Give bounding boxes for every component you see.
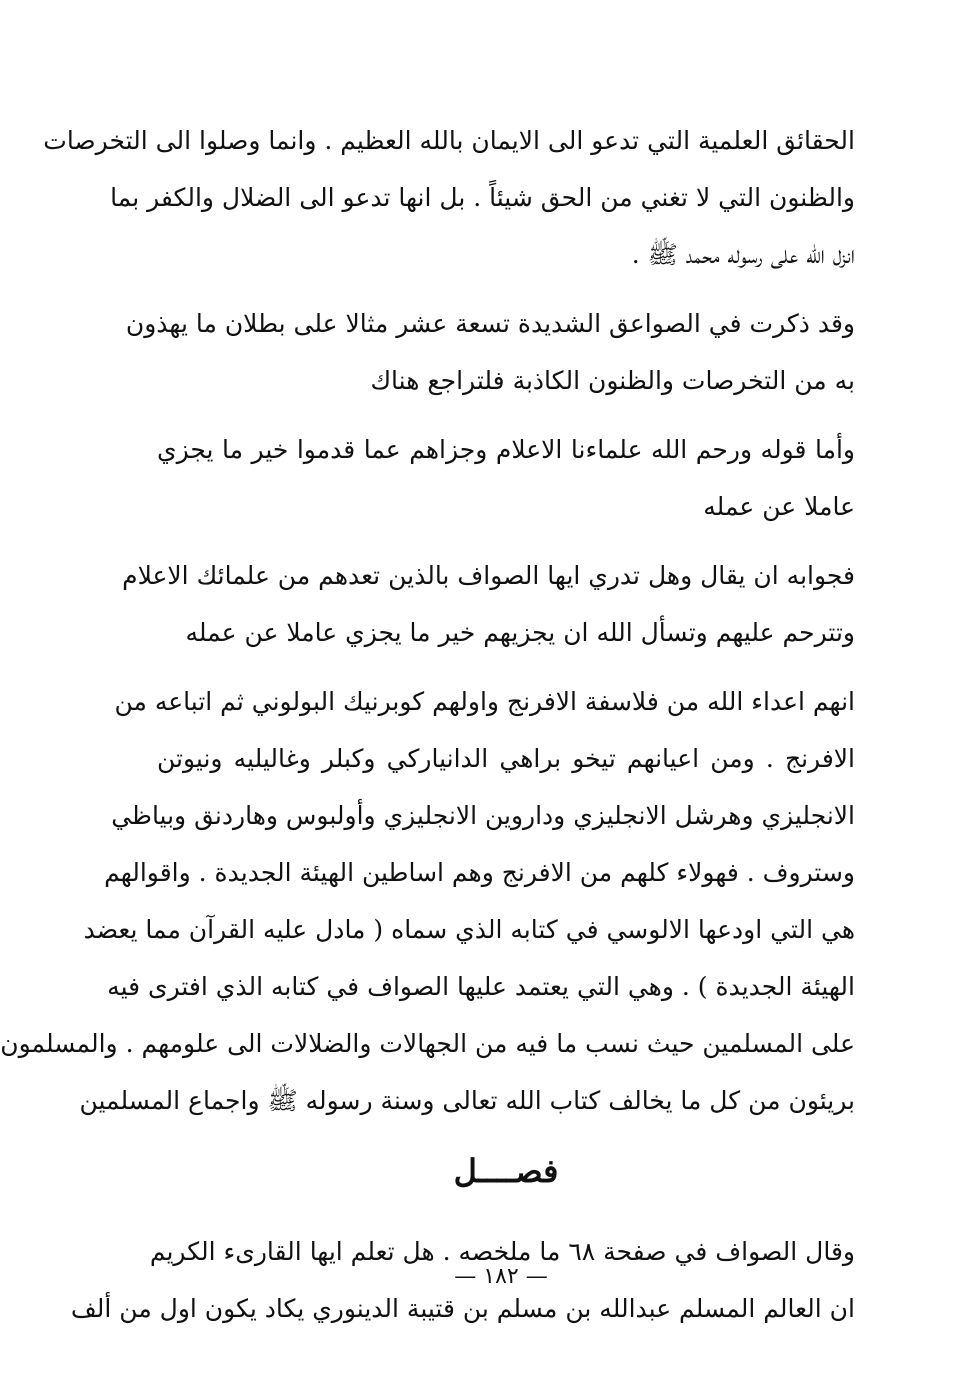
text-line: انزل الله على رسوله محمد ﷺ . xyxy=(631,240,855,269)
paragraph-4 xyxy=(122,547,855,661)
text-line: الحقائق العلمية التي تدعو الى الايمان بالله العظيم . وانما وصلوا الى التخرصات xyxy=(43,126,855,155)
text-line: الافرنج . ومن اعيانهم تيخو براهي الدانياركي وكبلر وغاليليه ونيوتن xyxy=(157,744,855,773)
text-line: بريئون من كل ما يخالف كتاب الله تعالى وسنة رسوله ﷺ واجماع المسلمين xyxy=(79,1086,855,1115)
text-line: ان العالم المسلم عبدالله بن مسلم بن قتيبة الدينوري يكاد يكون اول من ألف xyxy=(70,1294,855,1323)
page-body xyxy=(0,112,855,1349)
paragraph-3 xyxy=(157,421,855,535)
text-line: هي التي اودعها الالوسي في كتابه الذي سماه ( مادل عليه القرآن مما يعضد xyxy=(83,915,855,944)
text-line: الانجليزي وهرشل الانجليزي وداروين الانجليزي وأولبوس وهاردنق وبياظي xyxy=(111,801,855,830)
paragraph-1 xyxy=(43,112,855,283)
text-line: وأما قوله ورحم الله علماءنا الاعلام وجزاهم عما قدموا خير ما يجزي xyxy=(157,435,855,464)
text-line: والظنون التي لا تغني من الحق شيئاً . بل انها تدعو الى الضلال والكفر بما xyxy=(110,183,855,212)
text-line: انهم اعداء الله من فلاسفة الافرنج واولهم كوبرنيك البولوني ثم اتباعه من xyxy=(114,687,855,716)
text-line: وتترحم عليهم وتسأل الله ان يجزيهم خير ما يجزي عاملا عن عمله xyxy=(185,618,855,647)
text-line: عاملا عن عمله xyxy=(703,492,855,521)
text-line: وقد ذكرت في الصواعق الشديدة تسعة عشر مثالا على بطلان ما يهذون xyxy=(125,309,855,338)
text-line: فجوابه ان يقال وهل تدري ايها الصواف بالذين تعدهم من علمائك الاعلام xyxy=(122,561,855,590)
section-heading: فصــــل xyxy=(453,1152,559,1190)
page-number: — ١٨٢ — xyxy=(454,1264,548,1289)
text-line: وستروف . فهولاء كلهم من الافرنج وهم اساطين الهيئة الجديدة . واقوالهم xyxy=(104,858,855,887)
text-line: على المسلمين حيث نسب ما فيه من الجهالات والضلالات الى علومهم . والمسلمون xyxy=(0,1029,855,1058)
text-line: الهيئة الجديدة ) . وهي التي يعتمد عليها الصواف في كتابه الذي افترى فيه xyxy=(107,972,855,1001)
paragraph-5 xyxy=(0,673,855,1129)
text-line: وقال الصواف في صفحة ٦٨ ما ملخصه . هل تعلم ايها القارىء الكريم xyxy=(149,1237,855,1266)
text-line: به من التخرصات والظنون الكاذبة فلتراجع هناك xyxy=(370,366,855,395)
paragraph-2 xyxy=(125,295,855,409)
